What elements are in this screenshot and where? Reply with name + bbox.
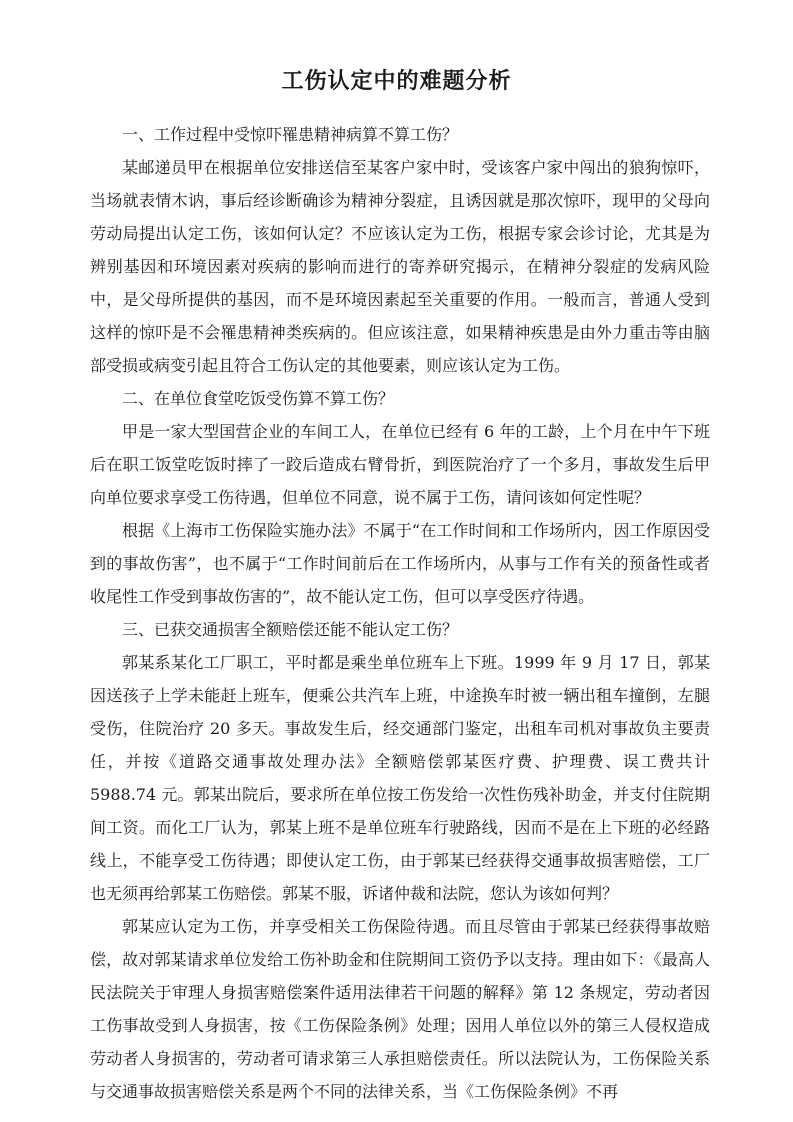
section-heading-1: 一、工作过程中受惊吓罹患精神病算不算工伤？ [122,125,459,144]
paragraph: 根据《上海市工伤保险实施办法》不属于“在工作时间和工作场所内，因工作原因受到的事故伤害”，也不属于“工作时间前后在工作场所内，从事与工作有关的预备性或者收尾性工作受到事故伤害的”，故不能认定工伤，但可以享受医疗待遇。 [90,521,710,606]
paragraph: 郭某系某化工厂职工，平时都是乘坐单位班车上下班。1999 年 9 月 17 日，郭某因送孩子上学未能赶上班车，便乘公共汽车上班，中途换车时被一辆出租车撞倒，左腿受伤，住院治疗 20 多天。事故发生后，经交通部门鉴定，出租车司机对事故负主要责任，并按《道路交通事故处理办法》全额赔偿郭某医疗费、护理费、误工费共计 5988.74 元。郭某出院后，要求所在单位按工伤发给一次性伤残补助金，并支付住院期间工资。而化工厂认为，郭某上班不是单位班车行驶路线，因而不是在上下班的必经路线上，不能享受工伤待遇；即使认定工伤，由于郭某已经获得交通事故损害赔偿，工厂也无须再给郭某工伤赔偿。郭某不服，诉诸仲裁和法院，您认为该如何判？ [90,653,710,903]
section-heading-2: 二、在单位食堂吃饭受伤算不算工伤？ [122,389,395,408]
document-title: 工伤认定中的难题分析 [281,68,512,94]
section-heading-3: 三、已获交通损害全额赔偿还能不能认定工伤？ [122,620,459,639]
document-body [90,118,710,1108]
paragraph: 郭某应认定为工伤，并享受相关工伤保险待遇。而且尽管由于郭某已经获得事故赔偿，故对郭某请求单位发给工伤补助金和住院期间工资仍予以支持。理由如下：《最高人民法院关于审理人身损害赔偿案件适用法律若干问题的解释》第 12 条规定，劳动者因工伤事故受到人身损害，按《工伤保险条例》处理；因用人单位以外的第三人侵权造成劳动者人身损害的，劳动者可请求第三人承担赔偿责任。所以法院认为，工伤保险关系与交通事故损害赔偿关系是两个不同的法律关系，当《工伤保险条例》不再 [90,917,710,1101]
paragraph: 甲是一家大型国营企业的车间工人，在单位已经有 6 年的工龄，上个月在中午下班后在职工饭堂吃饭时摔了一跤后造成右臂骨折，到医院治疗了一个多月，事故发生后甲向单位要求享受工伤待遇，但单位不同意，说不属于工伤，请问该如何定性呢？ [90,422,710,507]
paragraph: 某邮递员甲在根据单位安排送信至某客户家中时，受该客户家中闯出的狼狗惊吓，当场就表情木讷，事后经诊断确诊为精神分裂症，且诱因就是那次惊吓，现甲的父母向劳动局提出认定工伤，该如何认定？不应该认定为工伤，根据专家会诊讨论，尤其是为辨别基因和环境因素对疾病的影响而进行的寄养研究揭示，在精神分裂症的发病风险中，是父母所提供的基因，而不是环境因素起至关重要的作用。一般而言，普通人受到这样的惊吓是不会罹患精神类疾病的。但应该注意，如果精神疾患是由外力重击等由脑部受损或病变引起且符合工伤认定的其他要素，则应该认定为工伤。 [90,158,710,375]
